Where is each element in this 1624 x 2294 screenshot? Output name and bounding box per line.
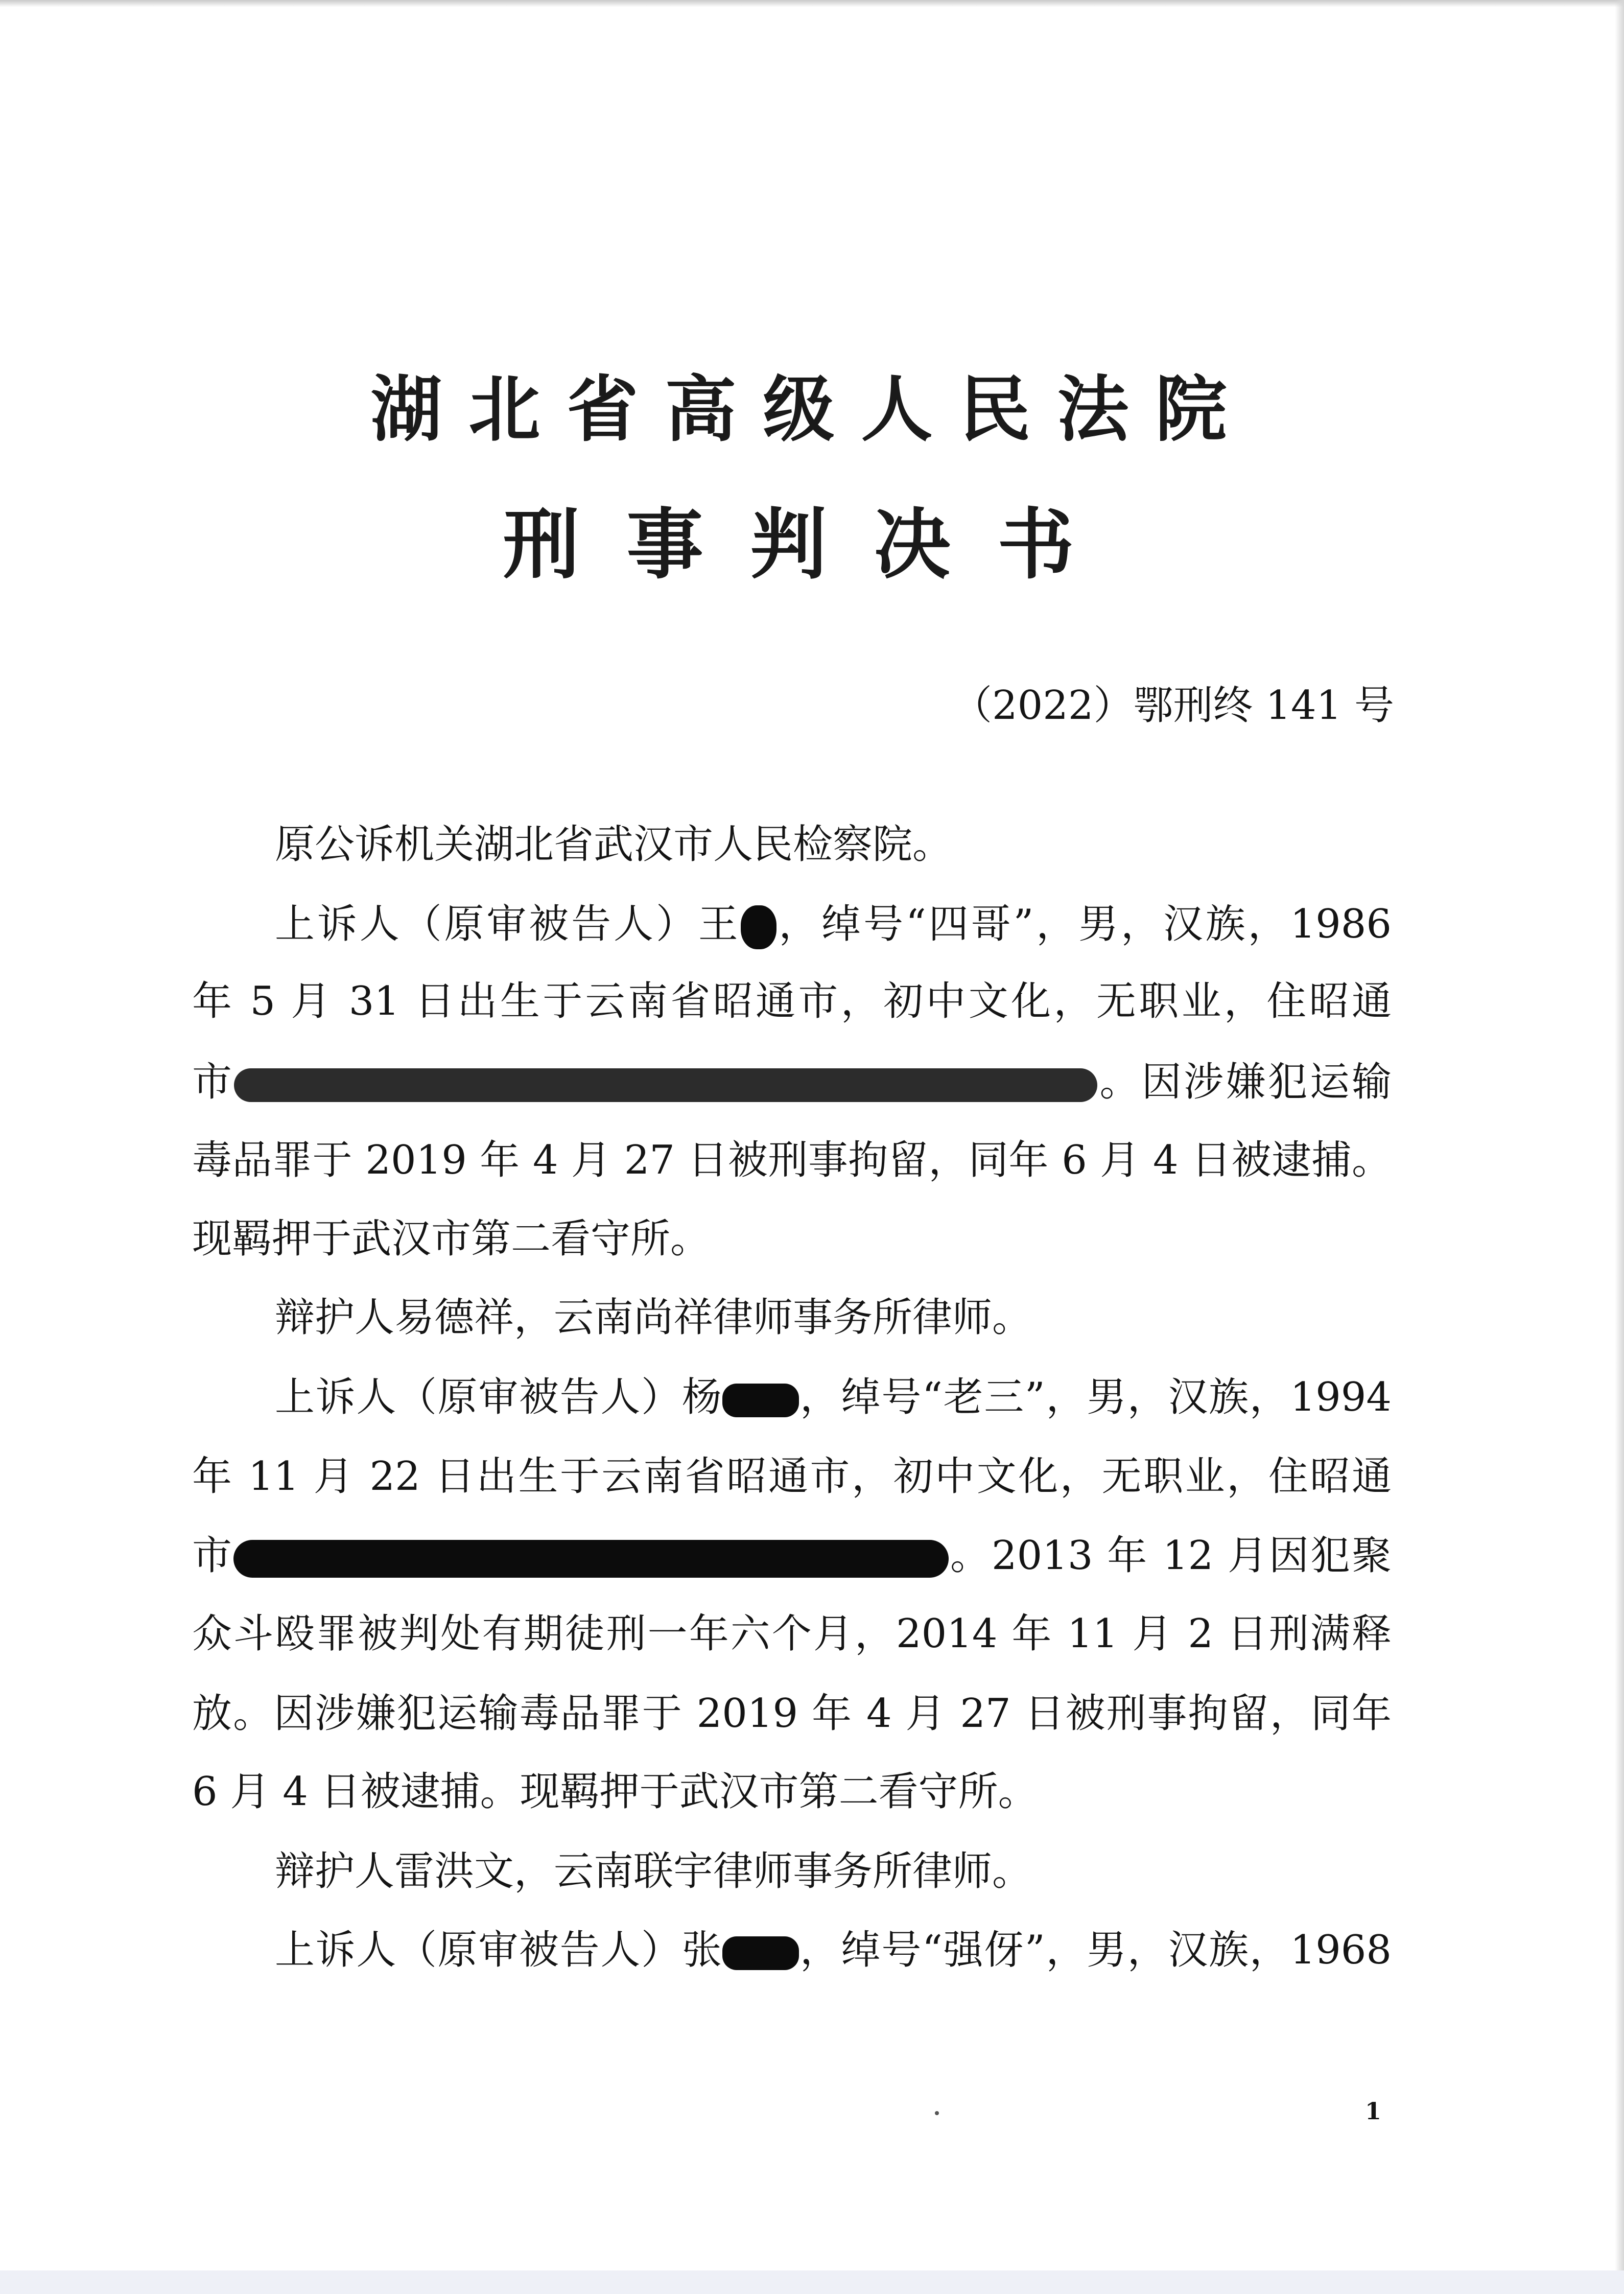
redacted-address [234,1068,1097,1102]
scan-right-edge [1615,0,1624,2294]
paragraph-line: 毒品罪于 2019 年 4 月 27 日被刑事拘留，同年 6 月 4 日被逮捕。 [192,1137,1392,1183]
paragraph-line: 6 月 4 日被逮捕。现羁押于武汉市第二看守所。 [192,1769,1038,1815]
scan-bottom-edge [0,2270,1624,2294]
paragraph-prosecutor: 原公诉机关湖北省武汉市人民检察院。 [275,822,953,868]
redacted-address [233,1540,949,1578]
paragraph-line: 现羁押于武汉市第二看守所。 [192,1216,711,1262]
redacted-name [722,1936,799,1970]
paragraph-line: 年 11 月 22 日出生于云南省昭通市，初中文化，无职业，住昭通 [192,1454,1392,1500]
paragraph-line: 市 。因涉嫌犯运输 [192,1059,1392,1105]
paragraph-defender-lei: 辩护人雷洪文，云南联宇律师事务所律师。 [275,1848,1032,1894]
paragraph-appellant-wang: 上诉人（原审被告人）王 ，绰号“四哥”，男，汉族，1986 [275,896,1392,952]
paragraph-defender-yi: 辩护人易德祥，云南尚祥律师事务所律师。 [275,1295,1032,1341]
paragraph-line: 众斗殴罪被判处有期徒刑一年六个月，2014 年 11 月 2 日刑满释 [192,1611,1392,1657]
paragraph-line: 市 。2013 年 12 月因犯聚 [192,1533,1392,1579]
page-number: 1 [1365,2097,1382,2125]
paragraph-line: 年 5 月 31 日出生于云南省昭通市，初中文化，无职业，住昭通 [192,978,1392,1024]
redacted-name [741,905,776,949]
paragraph-line: 放。因涉嫌犯运输毒品罪于 2019 年 4 月 27 日被刑事拘留，同年 [192,1691,1392,1737]
paragraph-appellant-yang: 上诉人（原审被告人）杨 ，绰号“老三”，男，汉族，1994 [275,1374,1392,1420]
case-number: （2022）鄂刑终 141 号 [952,683,1394,729]
scan-top-edge [0,0,1624,7]
document-type-title: 刑事判决书 [503,501,1121,590]
paragraph-appellant-zhang: 上诉人（原审被告人）张 ，绰号“强伢”，男，汉族，1968 [275,1927,1392,1973]
court-title: 湖北省高级人民法院 [370,368,1254,452]
scan-speck [935,2111,939,2115]
redacted-name [722,1384,799,1417]
